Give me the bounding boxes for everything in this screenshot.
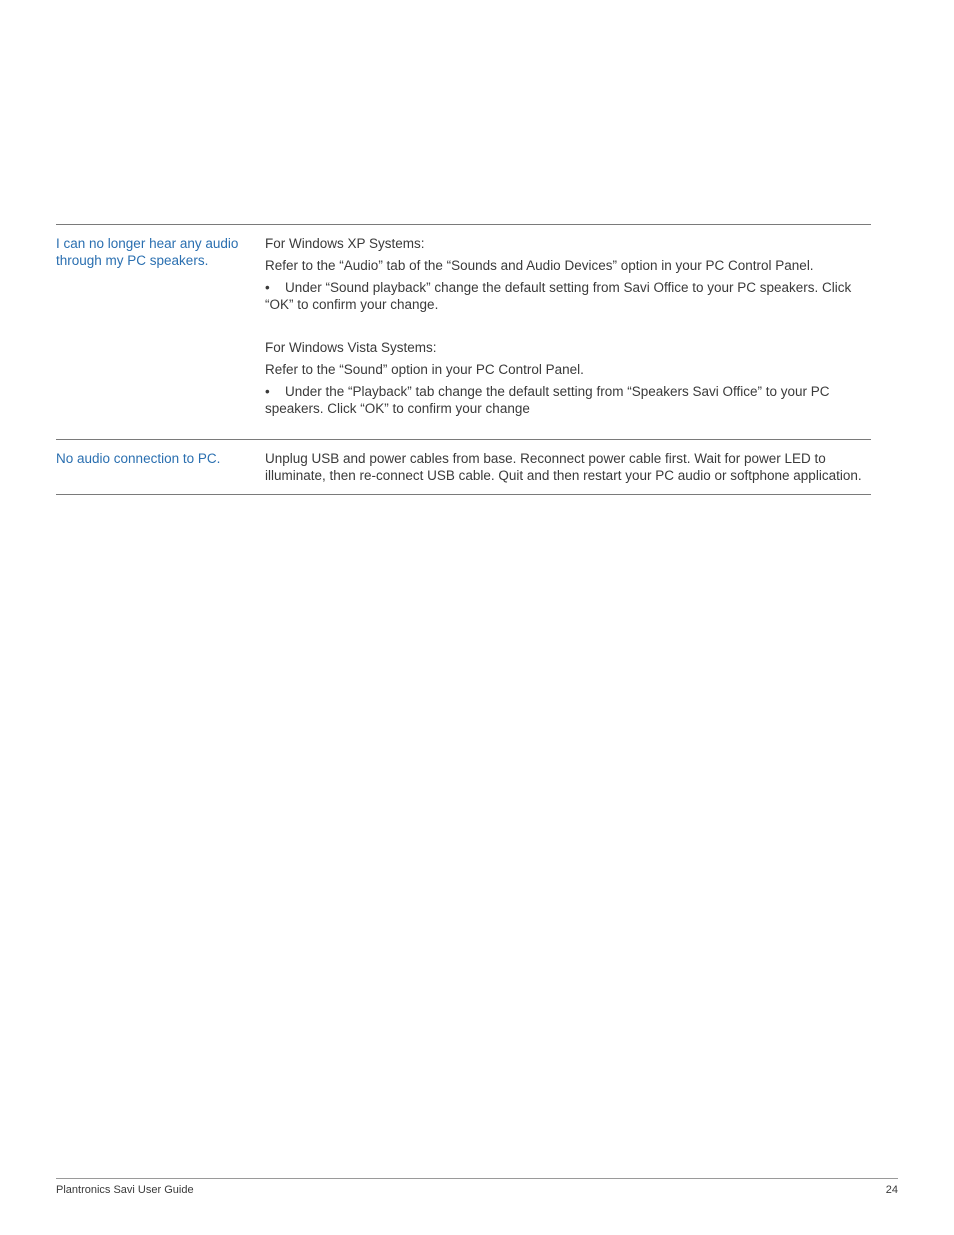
bullet-text: Under “Sound playback” change the default setting from Savi Office to your PC speakers. Click “OK” to confirm your change. <box>265 280 852 312</box>
bullet-item <box>265 279 867 313</box>
section-heading: For Windows XP Systems: <box>265 236 425 251</box>
issue-text: No audio connection to PC. <box>56 451 221 466</box>
footer-title: Plantronics Savi User Guide <box>56 1184 194 1196</box>
section-intro: Refer to the “Audio” tab of the “Sounds and Audio Devices” option in your PC Control Panel. <box>265 258 814 273</box>
issue-text: I can no longer hear any audio through my PC speakers. <box>56 236 239 268</box>
section-intro: Refer to the “Sound” option in your PC Control Panel. <box>265 362 584 377</box>
troubleshooting-table <box>56 224 871 495</box>
table-row <box>56 225 871 440</box>
section-heading: For Windows Vista Systems: <box>265 340 437 355</box>
page-footer <box>56 1178 898 1196</box>
solution-text: Unplug USB and power cables from base. Reconnect power cable first. Wait for power LED to illuminate, then re-connect USB cable. Quit and then restart your PC audio or softphone application. <box>265 451 862 483</box>
page-number: 24 <box>885 1184 898 1196</box>
bullet-text: Under the “Playback” tab change the default setting from “Speakers Savi Office” to your PC speakers. Click “OK” to confirm your change <box>265 384 830 416</box>
bullet-icon: • <box>265 280 270 295</box>
solution-cell <box>265 450 871 484</box>
bullet-item <box>265 383 867 417</box>
table-row <box>56 440 871 495</box>
bullet-icon: • <box>265 384 270 399</box>
solution-cell <box>265 235 871 417</box>
